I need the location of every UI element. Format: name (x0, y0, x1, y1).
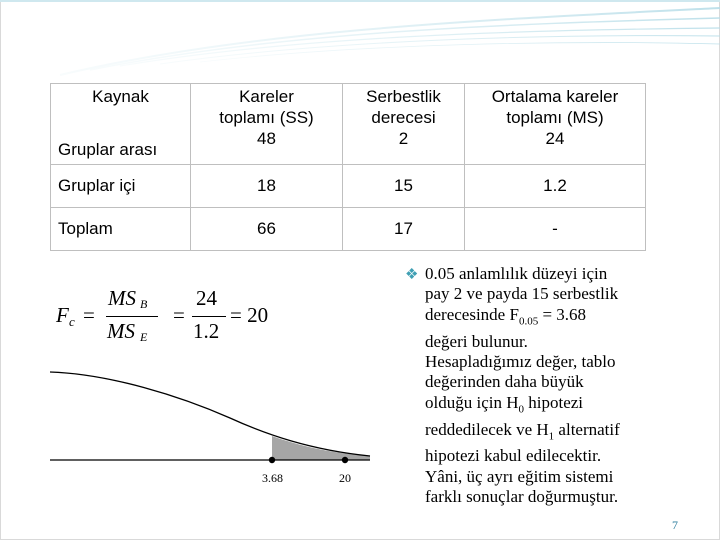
row-label-between-groups: Gruplar arası (58, 140, 158, 159)
formula-equals: = (83, 303, 95, 327)
formula-lhs: F (56, 303, 69, 327)
f-distribution-curve (50, 350, 378, 490)
text-segment: = 3.68 (538, 304, 587, 324)
text-segment: alternatif (554, 419, 620, 439)
formula-numerator: MS (108, 286, 136, 310)
text-line: değerinden daha büyük (425, 372, 584, 392)
fraction-bar (106, 316, 158, 317)
formula-numerator-sub: B (140, 297, 148, 311)
text-line: hipotezi kabul edilecektir. (425, 446, 602, 466)
text-segment: derecesinde F (425, 304, 519, 324)
h1-subscript: 1 (548, 430, 555, 443)
header-cell-source (51, 84, 191, 165)
table-row (51, 208, 646, 251)
text-line (405, 420, 695, 447)
f-statistic-formula (52, 285, 292, 347)
formula-denominator: MS (107, 319, 135, 343)
table-header-row (51, 84, 646, 165)
text-segment: reddedilecek ve H (425, 419, 549, 439)
text-line: farklı sonuçlar doğurmuştur. (425, 487, 619, 507)
header-cell-ms (465, 84, 646, 165)
observed-value-label: 20 (339, 471, 351, 485)
f-subscript: 0.05 (518, 315, 539, 328)
cell-within-df: 15 (343, 165, 465, 208)
cell-within-ms: 1.2 (465, 165, 646, 208)
formula-denominator-sub: E (140, 330, 148, 344)
cell-total-df: 17 (343, 208, 465, 251)
header-cell-ss (191, 84, 343, 165)
header-df-line2: derecesi (371, 108, 436, 127)
text-line: Hesapladığımız değer, tablo (425, 352, 616, 372)
critical-value-label: 3.68 (262, 471, 283, 485)
header-cell-df (343, 84, 465, 165)
text-segment: olduğu için H (425, 392, 519, 412)
cell-total-ms: - (465, 208, 646, 251)
observed-value-point (342, 457, 348, 463)
text-line: Yâni, üç ayrı eğitim sistemi (425, 466, 614, 486)
anova-table (50, 83, 646, 251)
formula-numerator-value: 24 (196, 286, 217, 310)
header-df-line1: Serbestlik (366, 87, 441, 106)
text-line: değeri bulunur. (425, 331, 528, 351)
cell-between-ss: 48 (257, 129, 276, 148)
header-ms-line1: Ortalama kareler (491, 87, 619, 106)
formula-result: = 20 (230, 303, 269, 327)
text-line (405, 393, 695, 420)
formula-lhs-sub: c (69, 314, 75, 329)
page-number: 7 (672, 518, 678, 532)
table-row (51, 165, 646, 208)
formula-equals-2: = (173, 303, 185, 327)
fraction-bar-2 (192, 316, 226, 317)
header-ss-line1: Kareler (239, 87, 294, 106)
header-ms-line2: toplamı (MS) (506, 108, 604, 127)
text-line (405, 305, 695, 332)
formula-denominator-value: 1.2 (193, 319, 220, 343)
text-line: pay 2 ve payda 15 serbestlik (425, 284, 619, 304)
row-label-within-groups: Gruplar içi (51, 165, 191, 208)
h0-subscript: 0 (518, 403, 524, 416)
text-segment: hipotezi (524, 392, 584, 412)
cell-within-ss: 18 (191, 165, 343, 208)
text-line: 0.05 anlamlılık düzeyi için (425, 264, 608, 283)
cell-between-ms: 24 (545, 129, 565, 148)
decorative-swoosh (60, 8, 720, 75)
density-curve (50, 372, 370, 456)
row-label-total: Toplam (51, 208, 191, 251)
cell-total-ss: 66 (191, 208, 343, 251)
header-source: Kaynak (92, 87, 149, 106)
cell-between-df: 2 (398, 129, 409, 148)
header-ss-line2: toplamı (SS) (219, 108, 314, 127)
critical-value-point (269, 457, 275, 463)
bullet-icon: ❖ (405, 267, 419, 283)
explanation-text (405, 264, 695, 508)
